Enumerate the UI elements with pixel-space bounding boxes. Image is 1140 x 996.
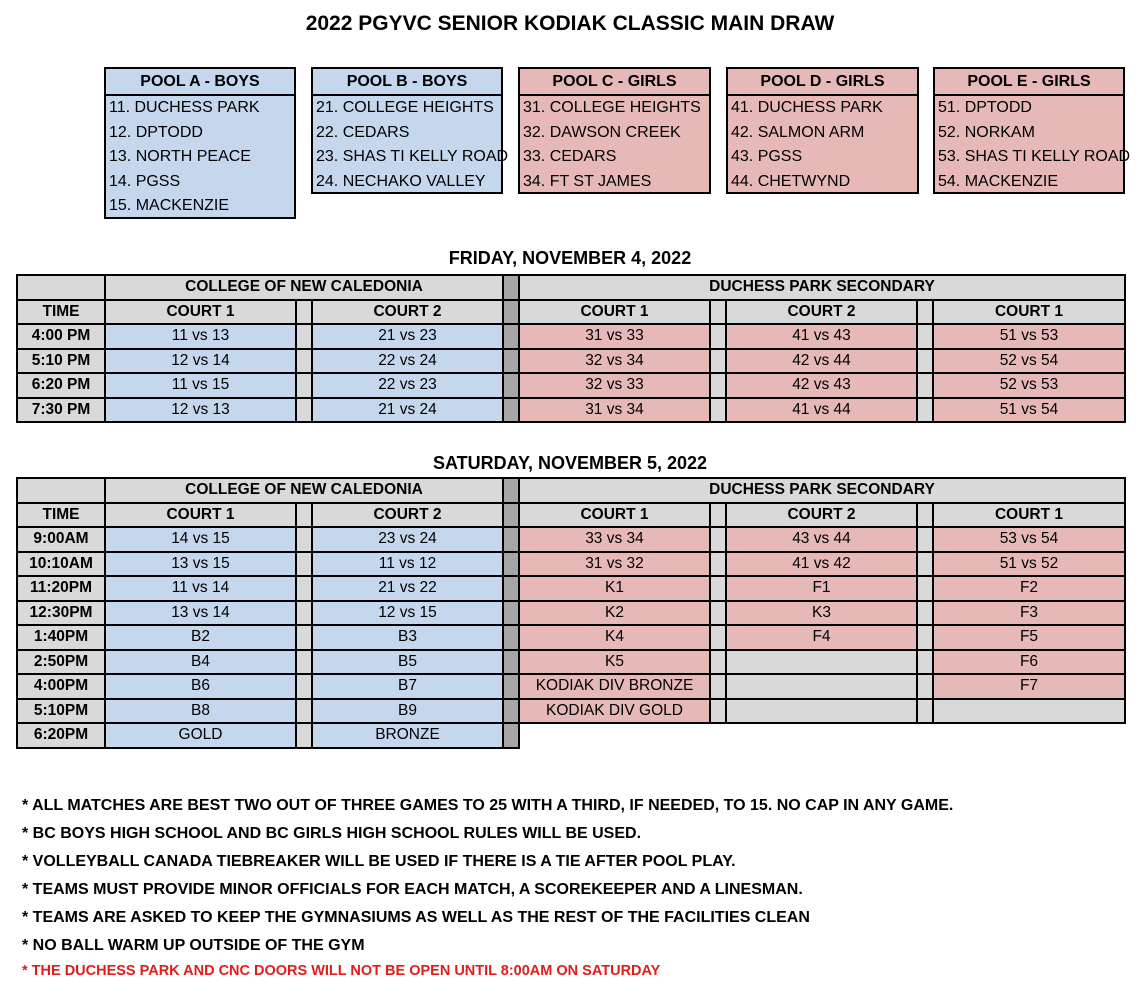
court-header: COURT 2 [312, 300, 503, 325]
match-cell: 21 vs 22 [312, 576, 503, 601]
pool-team: 21. COLLEGE HEIGHTS [316, 99, 494, 116]
pool-team: 15. MACKENZIE [109, 197, 230, 215]
match-cell: 12 vs 13 [105, 398, 296, 423]
court-gap [710, 552, 726, 577]
court-header: COURT 2 [726, 503, 917, 528]
court-gap [710, 674, 726, 699]
court-gap [710, 625, 726, 650]
venue-separator [503, 275, 519, 300]
pool-c-header: POOL C - GIRLS [520, 69, 709, 96]
match-cell: BRONZE [312, 723, 503, 748]
court-gap [296, 625, 312, 650]
pool-team: 34. FT ST JAMES [523, 172, 652, 190]
match-cell: 51 vs 54 [933, 398, 1125, 423]
schedule-row [17, 674, 1125, 699]
pool-team: 41. DUCHESS PARK [731, 99, 883, 116]
saturday-schedule-table [16, 477, 1126, 749]
court-gap [710, 398, 726, 423]
saturday-heading: SATURDAY, NOVEMBER 5, 2022 [432, 453, 708, 473]
pool-team: 14. PGSS [109, 172, 181, 190]
schedule-row [17, 576, 1125, 601]
schedule-row [17, 601, 1125, 626]
pool-team: 11. DUCHESS PARK [109, 99, 260, 116]
court-gap [917, 674, 933, 699]
time-cell: 4:00 PM [17, 324, 105, 349]
court-gap [296, 674, 312, 699]
match-cell: 12 vs 14 [105, 349, 296, 374]
schedule-row [17, 723, 1125, 748]
pool-c-box [518, 67, 711, 194]
match-cell: 22 vs 23 [312, 373, 503, 398]
court-header: COURT 1 [519, 503, 710, 528]
empty-cell [726, 650, 917, 675]
page-title: 2022 PGYVC SENIOR KODIAK CLASSIC MAIN DRAW [305, 12, 835, 35]
court-gap [296, 699, 312, 724]
pool-team: 23. SHAS TI KELLY ROAD [316, 148, 509, 166]
court-gap [917, 576, 933, 601]
court-gap [710, 349, 726, 374]
schedule-row [17, 373, 1125, 398]
match-cell: 43 vs 44 [726, 527, 917, 552]
match-cell: F6 [933, 650, 1125, 675]
pool-team: 12. DPTODD [109, 123, 203, 141]
match-cell: 21 vs 23 [312, 324, 503, 349]
pool-b-header: POOL B - BOYS [313, 69, 501, 96]
court-gap [296, 576, 312, 601]
match-cell: 41 vs 43 [726, 324, 917, 349]
court-gap [917, 552, 933, 577]
time-cell: 6:20PM [17, 723, 105, 748]
match-cell: K1 [519, 576, 710, 601]
pool-team: 52. NORKAM [938, 123, 1035, 141]
court-header: COURT 2 [312, 503, 503, 528]
match-cell: GOLD [105, 723, 296, 748]
pool-e-box [933, 67, 1131, 194]
time-cell: 6:20 PM [17, 373, 105, 398]
match-cell: F4 [726, 625, 917, 650]
match-cell: 13 vs 15 [105, 552, 296, 577]
time-header: TIME [17, 300, 105, 325]
empty-cell [726, 674, 917, 699]
match-cell: 32 vs 33 [519, 373, 710, 398]
match-cell: 42 vs 44 [726, 349, 917, 374]
match-cell: K5 [519, 650, 710, 675]
time-cell: 9:00AM [17, 527, 105, 552]
match-cell: B2 [105, 625, 296, 650]
venue-separator [503, 503, 519, 528]
header-cell [17, 275, 105, 300]
court-gap [710, 373, 726, 398]
court-gap [917, 650, 933, 675]
venue-separator [503, 398, 519, 423]
court-gap [710, 300, 726, 325]
time-cell: 1:40PM [17, 625, 105, 650]
match-cell: B4 [105, 650, 296, 675]
schedule-row [17, 699, 1125, 724]
court-gap [710, 699, 726, 724]
court-gap [296, 723, 312, 748]
venue-duchess-park: DUCHESS PARK SECONDARY [519, 478, 1125, 503]
time-cell: 2:50PM [17, 650, 105, 675]
match-cell: 53 vs 54 [933, 527, 1125, 552]
schedule-row [17, 625, 1125, 650]
match-cell: 31 vs 33 [519, 324, 710, 349]
schedule-row [17, 349, 1125, 374]
pool-team: 13. NORTH PEACE [109, 148, 251, 166]
pool-team: 42. SALMON ARM [731, 123, 865, 141]
match-cell: F5 [933, 625, 1125, 650]
venue-duchess-park: DUCHESS PARK SECONDARY [519, 275, 1125, 300]
pool-team: 51. DPTODD [938, 99, 1032, 116]
note-line: * VOLLEYBALL CANADA TIEBREAKER WILL BE USED IF THERE IS A TIE AFTER POOL PLAY. [22, 853, 736, 870]
match-cell: F1 [726, 576, 917, 601]
time-cell: 11:20PM [17, 576, 105, 601]
court-gap [917, 373, 933, 398]
match-cell: 21 vs 24 [312, 398, 503, 423]
match-cell: 12 vs 15 [312, 601, 503, 626]
pool-team: 33. CEDARS [523, 148, 617, 166]
match-cell: 42 vs 43 [726, 373, 917, 398]
court-header: COURT 2 [726, 300, 917, 325]
note-line: * TEAMS ARE ASKED TO KEEP THE GYMNASIUMS AS WELL AS THE REST OF THE FACILITIES CLEAN [22, 909, 810, 926]
court-gap [296, 300, 312, 325]
match-cell: 51 vs 52 [933, 552, 1125, 577]
match-cell: 51 vs 53 [933, 324, 1125, 349]
venue-cnc: COLLEGE OF NEW CALEDONIA [105, 275, 503, 300]
venue-separator [503, 478, 519, 503]
match-cell: 14 vs 15 [105, 527, 296, 552]
court-gap [917, 349, 933, 374]
schedule-row [17, 324, 1125, 349]
match-cell: 52 vs 53 [933, 373, 1125, 398]
match-cell: 41 vs 42 [726, 552, 917, 577]
match-cell: 11 vs 14 [105, 576, 296, 601]
match-cell: 22 vs 24 [312, 349, 503, 374]
match-cell: B9 [312, 699, 503, 724]
match-cell: B7 [312, 674, 503, 699]
court-gap [296, 601, 312, 626]
venue-separator [503, 300, 519, 325]
venue-separator [503, 576, 519, 601]
pool-team: 32. DAWSON CREEK [523, 123, 681, 141]
match-cell: K2 [519, 601, 710, 626]
match-cell: K3 [726, 601, 917, 626]
schedule-row [17, 650, 1125, 675]
schedule-row [17, 527, 1125, 552]
venue-cnc: COLLEGE OF NEW CALEDONIA [105, 478, 503, 503]
venue-separator [503, 650, 519, 675]
court-gap [710, 601, 726, 626]
court-gap [917, 398, 933, 423]
court-header: COURT 1 [105, 503, 296, 528]
venue-separator [503, 527, 519, 552]
venue-separator [503, 723, 519, 748]
door-warning-note: * THE DUCHESS PARK AND CNC DOORS WILL NOT BE OPEN UNTIL 8:00AM ON SATURDAY [22, 963, 661, 979]
court-gap [296, 349, 312, 374]
court-gap [296, 552, 312, 577]
note-line: * TEAMS MUST PROVIDE MINOR OFFICIALS FOR EACH MATCH, A SCOREKEEPER AND A LINESMAN. [22, 881, 803, 898]
court-gap [710, 324, 726, 349]
match-cell: F7 [933, 674, 1125, 699]
match-cell: 23 vs 24 [312, 527, 503, 552]
venue-separator [503, 699, 519, 724]
court-gap [296, 527, 312, 552]
schedule-row [17, 552, 1125, 577]
court-gap [917, 527, 933, 552]
time-header: TIME [17, 503, 105, 528]
note-line: * ALL MATCHES ARE BEST TWO OUT OF THREE GAMES TO 25 WITH A THIRD, IF NEEDED, TO 15. NO CAP IN ANY GAME. [22, 797, 954, 814]
court-header: COURT 1 [105, 300, 296, 325]
court-header: COURT 1 [933, 503, 1125, 528]
note-line: * BC BOYS HIGH SCHOOL AND BC GIRLS HIGH SCHOOL RULES WILL BE USED. [22, 825, 642, 842]
court-gap [710, 650, 726, 675]
note-line: * NO BALL WARM UP OUTSIDE OF THE GYM [22, 937, 365, 954]
match-cell: B5 [312, 650, 503, 675]
court-gap [296, 373, 312, 398]
friday-schedule-table [16, 274, 1126, 423]
court-gap [710, 503, 726, 528]
match-cell: KODIAK DIV BRONZE [519, 674, 710, 699]
court-gap [710, 576, 726, 601]
match-cell: B3 [312, 625, 503, 650]
pool-team: 22. CEDARS [316, 123, 410, 141]
pool-team: 54. MACKENZIE [938, 172, 1059, 190]
time-cell: 5:10PM [17, 699, 105, 724]
match-cell: F2 [933, 576, 1125, 601]
court-gap [296, 324, 312, 349]
header-cell [17, 478, 105, 503]
pool-e-header: POOL E - GIRLS [935, 69, 1123, 96]
court-gap [296, 650, 312, 675]
court-gap [917, 601, 933, 626]
court-gap [296, 503, 312, 528]
time-cell: 4:00PM [17, 674, 105, 699]
empty-cell [726, 699, 917, 724]
match-cell: 31 vs 34 [519, 398, 710, 423]
pool-b-box [311, 67, 509, 194]
time-cell: 5:10 PM [17, 349, 105, 374]
court-gap [917, 503, 933, 528]
rules-notes [22, 792, 953, 982]
court-gap [917, 300, 933, 325]
court-gap [917, 699, 933, 724]
court-gap [296, 398, 312, 423]
match-cell: 11 vs 13 [105, 324, 296, 349]
match-cell: 41 vs 44 [726, 398, 917, 423]
pool-team: 44. CHETWYND [731, 172, 851, 190]
pool-team: 53. SHAS TI KELLY ROAD [938, 148, 1131, 166]
time-cell: 10:10AM [17, 552, 105, 577]
pool-team: 43. PGSS [731, 148, 803, 166]
match-cell: 31 vs 32 [519, 552, 710, 577]
court-gap [917, 324, 933, 349]
court-gap [710, 527, 726, 552]
venue-separator [503, 674, 519, 699]
empty-cell [933, 699, 1125, 724]
venue-separator [503, 349, 519, 374]
match-cell: 11 vs 15 [105, 373, 296, 398]
court-gap [917, 625, 933, 650]
match-cell: F3 [933, 601, 1125, 626]
match-cell: 52 vs 54 [933, 349, 1125, 374]
venue-separator [503, 552, 519, 577]
match-cell: 11 vs 12 [312, 552, 503, 577]
time-cell: 12:30PM [17, 601, 105, 626]
match-cell: 32 vs 34 [519, 349, 710, 374]
schedule-row [17, 398, 1125, 423]
pool-team: 24. NECHAKO VALLEY [316, 172, 486, 190]
match-cell: B6 [105, 674, 296, 699]
court-header: COURT 1 [519, 300, 710, 325]
pool-d-box [726, 67, 919, 194]
match-cell: 33 vs 34 [519, 527, 710, 552]
pool-d-header: POOL D - GIRLS [728, 69, 917, 96]
venue-separator [503, 601, 519, 626]
blank-area [519, 723, 1125, 748]
pool-team: 31. COLLEGE HEIGHTS [523, 99, 701, 116]
pool-a-box [104, 67, 296, 219]
venue-separator [503, 373, 519, 398]
friday-heading: FRIDAY, NOVEMBER 4, 2022 [448, 248, 692, 268]
venue-separator [503, 625, 519, 650]
match-cell: KODIAK DIV GOLD [519, 699, 710, 724]
match-cell: 13 vs 14 [105, 601, 296, 626]
court-header: COURT 1 [933, 300, 1125, 325]
venue-separator [503, 324, 519, 349]
match-cell: K4 [519, 625, 710, 650]
time-cell: 7:30 PM [17, 398, 105, 423]
match-cell: B8 [105, 699, 296, 724]
pool-a-header: POOL A - BOYS [106, 69, 294, 96]
